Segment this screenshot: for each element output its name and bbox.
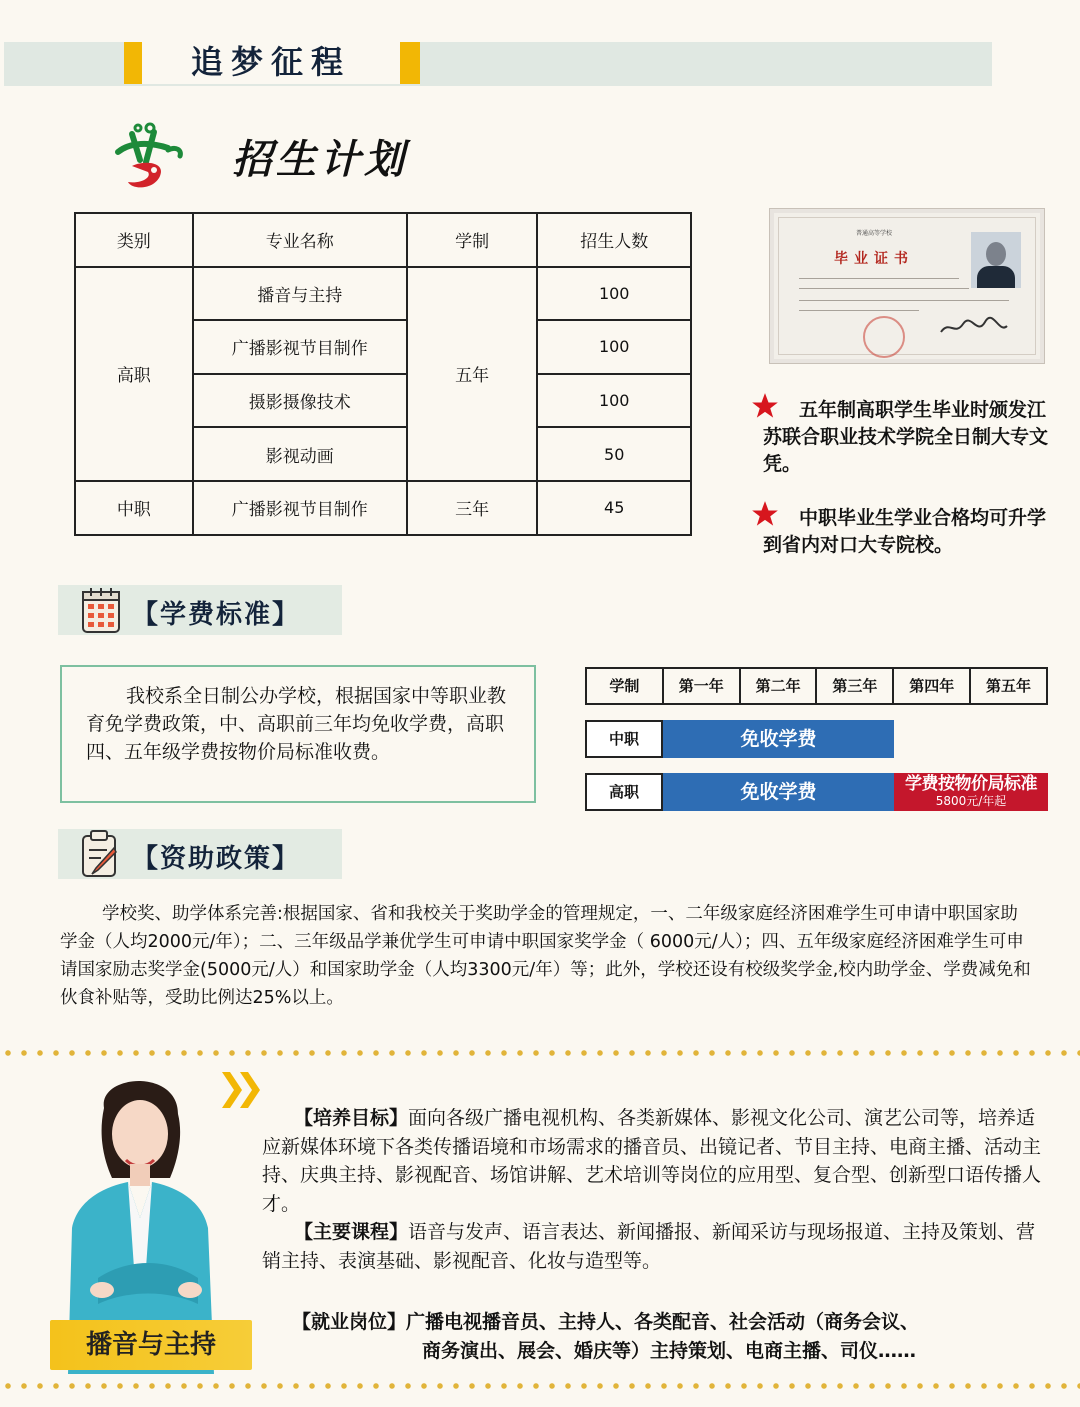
certificate-title: 毕业证书 (834, 251, 914, 267)
col-header-major: 专业名称 (193, 213, 407, 267)
table-row (75, 481, 691, 535)
enrollment-table (74, 212, 692, 536)
calendar-icon (80, 584, 122, 636)
duration-cell-zhongzhi: 三年 (407, 481, 538, 535)
count-cell: 50 (537, 427, 691, 481)
table-header-row (75, 213, 691, 267)
main-courses-tag: 【主要课程】 (294, 1221, 409, 1243)
col-header-duration: 学制 (407, 213, 538, 267)
certificate-seal (863, 316, 905, 358)
count-cell: 100 (537, 267, 691, 321)
employment-line-1: 广播电视播音员、主持人、各类配音、社会活动（商务会议、 (406, 1311, 920, 1333)
certificate-text-line (799, 288, 969, 289)
fee-bar-gaozhi-free: 免收学费 (663, 773, 894, 811)
note-upgrade: 中职毕业生学业合格均可升学到省内对口大专院校。 (763, 507, 1047, 556)
plan-title: 招生计划 (232, 137, 408, 183)
main-courses (262, 1218, 1052, 1275)
training-goal-text: 面向各级广播电视机构、各类新媒体、影视文化公司、演艺公司等，培养适应新媒体环境下各类传播语境和市场需求的播音员、出镜记者、节目主持、电商主播、活动主持、庆典主持、影视配音、场馆讲解、艺术培训等岗位的应用型、复合型、创新型口语传播人才。 (262, 1107, 1042, 1215)
aid-description-text: 学校奖、助学体系完善:根据国家、省和我校关于奖助学金的管理规定，一、二年级家庭经济困难学生可申请中职国家助学金（人均2000元/年）；二、三年级品学兼优学生可申请中职国家奖学金（ 6000元/人）；四、五年级家庭经济困难学生可申请国家励志奖学金(5000元/人）和国家助学金（人均3300元/年）等；此外，学校还设有校级奖学金,校内助学金、学费减免和伙食补贴等，受助比例达25%以上。 (60, 904, 1031, 1008)
fee-bar-gaozhi-paid (894, 773, 1048, 811)
category-cell-zhongzhi: 中职 (75, 481, 193, 535)
employment-tag: 【就业岗位】 (292, 1311, 407, 1333)
fee-paid-amount: 5800元/年起 (935, 794, 1007, 808)
certificate-photo (971, 232, 1021, 288)
header-title: 追梦征程 (190, 43, 351, 81)
photo-body (977, 266, 1015, 288)
training-goal (262, 1104, 1052, 1218)
fee-header-cell: 第一年 (664, 669, 741, 703)
clipboard-icon (80, 828, 120, 880)
fee-header-cell: 第二年 (741, 669, 818, 703)
fee-description: 我校系全日制公办学校，根据国家中等职业教育免学费政策，中、高职前三年均免收学费，高职四、五年级学费按物价局标准收费。 (86, 685, 507, 763)
fee-header-cell: 学制 (587, 669, 664, 703)
count-cell: 45 (537, 481, 691, 535)
fee-header-cell: 第四年 (894, 669, 971, 703)
major-cell: 广播影视节目制作 (193, 481, 407, 535)
fee-bar-zhongzhi-free: 免收学费 (663, 720, 894, 758)
header-accent-right (400, 42, 420, 84)
aid-description (60, 900, 1032, 1012)
major-cell: 影视动画 (193, 427, 407, 481)
main-courses-text: 语音与发声、语言表达、新闻播报、新闻采访与现场报道、主持及策划、营销主持、表演基础、影视配音、化妆与造型等。 (262, 1221, 1036, 1272)
certificate-text-line (799, 278, 959, 279)
note-diploma: 五年制高职学生毕业时颁发江苏联合职业技术学院全日制大专文凭。 (763, 399, 1049, 475)
fee-paid-label: 学费按物价局标准 (905, 774, 1037, 794)
count-cell: 100 (537, 374, 691, 428)
dotted-divider (0, 1050, 1080, 1056)
training-goal-tag: 【培养目标】 (294, 1107, 409, 1129)
category-cell-gaozhi: 高职 (75, 267, 193, 481)
photo-head (986, 242, 1006, 266)
certificate-signature (939, 316, 1009, 345)
fee-row-label-zhongzhi: 中职 (585, 720, 663, 758)
count-cell: 100 (537, 320, 691, 374)
major-cell: 摄影摄像技术 (193, 374, 407, 428)
aid-section-title: 【资助政策】 (132, 844, 301, 874)
fee-section-title: 【学费标准】 (132, 600, 301, 630)
header-accent-left (124, 42, 142, 84)
major-cell: 广播影视节目制作 (193, 320, 407, 374)
certificate-text-line (799, 300, 1009, 301)
graduation-certificate-image (769, 208, 1045, 364)
chevron-right-icon (220, 1070, 266, 1110)
certificate-frame (778, 217, 1036, 355)
fee-row-label-gaozhi: 高职 (585, 773, 663, 811)
col-header-category: 类别 (75, 213, 193, 267)
certificate-school-type: 普通高等学校 (855, 230, 892, 237)
table-row (75, 267, 691, 321)
dotted-divider (0, 1383, 1080, 1389)
major-cell: 播音与主持 (193, 267, 407, 321)
fee-header-cell: 第三年 (817, 669, 894, 703)
employment-positions (292, 1308, 1052, 1365)
fee-schedule-header (585, 667, 1048, 705)
dream-logo-icon (110, 120, 190, 198)
col-header-count: 招生人数 (537, 213, 691, 267)
fee-header-cell: 第五年 (986, 677, 1032, 695)
duration-cell-gaozhi: 五年 (407, 267, 538, 481)
certificate-text-line (799, 310, 919, 311)
major-name-label: 播音与主持 (85, 1330, 216, 1360)
employment-line-2: 商务演出、展会、婚庆等）主持策划、电商主播、司仪…… (422, 1339, 917, 1362)
